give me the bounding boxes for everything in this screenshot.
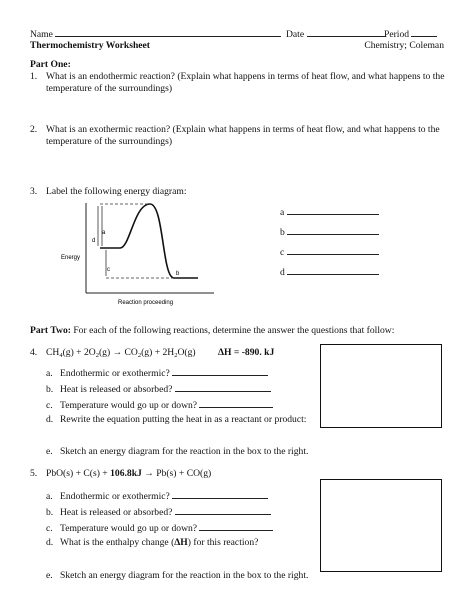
answer-a[interactable] (280, 205, 379, 218)
q5-item-c[interactable] (46, 521, 273, 534)
answer-c-label: c (280, 247, 285, 258)
q5-sketch-box[interactable] (320, 479, 442, 572)
question-4-equation (46, 347, 196, 358)
name-label: Name (30, 29, 53, 40)
q4-item-b[interactable] (46, 382, 271, 395)
q5-item-e (46, 570, 308, 581)
period-line (411, 27, 437, 37)
eq4-part: (g) → CO (98, 347, 138, 358)
eq4-sub: 4 (59, 352, 63, 359)
eq5-heat: 106.8kJ (110, 468, 142, 479)
item-text: Sketch an energy diagram for the reaction in the box to the right. (60, 570, 309, 581)
answer-line (172, 366, 268, 376)
item-letter: b. (46, 384, 54, 395)
period-field[interactable] (384, 27, 437, 40)
x-axis-label: Reaction proceeding (118, 300, 174, 306)
question-3-text: Label the following energy diagram: (46, 186, 187, 197)
q5-item-a[interactable] (46, 489, 268, 502)
item-text-bold: ΔH (174, 537, 188, 548)
worksheet-title: Thermochemistry Worksheet (30, 40, 150, 51)
item-text: ) for this reaction? (187, 537, 259, 548)
question-4-number: 4. (30, 347, 38, 358)
answer-a-line (287, 205, 379, 215)
date-field[interactable] (286, 27, 385, 40)
question-1-number: 1. (30, 71, 38, 82)
question-2-number: 2. (30, 124, 38, 135)
item-text: Heat is released or absorbed? (60, 384, 173, 395)
item-letter: a. (46, 491, 53, 502)
answer-c-line (287, 245, 379, 255)
item-letter: d. (46, 414, 54, 425)
answer-d[interactable] (280, 265, 379, 278)
answer-c[interactable] (280, 245, 379, 258)
eq5-part: → Pb(s) + CO(g) (141, 468, 212, 479)
question-5-equation (46, 468, 211, 479)
answer-d-label: d (280, 267, 285, 278)
eq4-part: (g) + 2H (141, 347, 175, 358)
q4-item-a[interactable] (46, 366, 268, 379)
item-text: Endothermic or exothermic? (60, 491, 170, 502)
q4-item-d (46, 414, 306, 425)
eq4-sub: 2 (137, 352, 142, 359)
answer-a-label: a (280, 207, 285, 218)
q4-item-c[interactable] (46, 398, 273, 411)
y-axis-label: Energy (61, 255, 81, 261)
question-2-text: What is an exothermic reaction? (Explain what happens in terms of heat flow, and what happens to the temperature of the surroundings) (46, 124, 440, 147)
item-text: Heat is released or absorbed? (60, 507, 173, 518)
part-two-instructions: For each of the following reactions, determine the answer the questions that follow: (70, 325, 395, 336)
q4-sketch-box[interactable] (320, 344, 442, 428)
date-label: Date (286, 29, 305, 40)
answer-line (175, 505, 271, 515)
item-letter: b. (46, 507, 54, 518)
part-one-heading: Part One: (30, 59, 71, 70)
item-text: Sketch an energy diagram for the reaction in the box to the right. (60, 446, 309, 457)
eq5-part: PbO(s) + C(s) + (46, 468, 111, 479)
eq4-part: O(g) (177, 347, 196, 358)
date-line (307, 27, 385, 37)
item-text: What is the enthalpy change ( (60, 537, 175, 548)
label-a: a (102, 230, 106, 236)
answer-b-line (287, 225, 379, 235)
eq4-sub: 2 (95, 352, 99, 359)
item-letter: c. (46, 400, 53, 411)
q5-item-d (46, 537, 258, 548)
answer-line (199, 398, 273, 408)
q5-item-b[interactable] (46, 505, 271, 518)
item-letter: c. (46, 523, 53, 534)
item-text: Temperature would go up or down? (60, 400, 198, 411)
item-text: Rewrite the equation putting the heat in as a reactant or product: (60, 414, 307, 425)
energy-diagram (58, 198, 218, 308)
answer-b-label: b (280, 227, 285, 238)
item-letter: e. (46, 446, 53, 457)
question-4-delta-h: ΔH = -890. kJ (218, 347, 275, 358)
answer-line (175, 382, 271, 392)
answer-b[interactable] (280, 225, 379, 238)
eq4-part: (g) + 2O (62, 347, 96, 358)
name-line (55, 27, 281, 37)
item-letter: e. (46, 570, 53, 581)
q4-item-e (46, 446, 308, 457)
item-letter: d. (46, 537, 54, 548)
question-5-number: 5. (30, 468, 38, 479)
eq4-part: CH (46, 347, 60, 358)
label-d: d (92, 238, 96, 244)
energy-curve (100, 204, 198, 278)
label-c: c (107, 267, 110, 273)
item-letter: a. (46, 368, 53, 379)
answer-line (172, 489, 268, 499)
answer-d-line (287, 265, 379, 275)
item-text: Temperature would go up or down? (60, 523, 198, 534)
eq4-sub: 2 (174, 352, 178, 359)
name-field[interactable] (30, 27, 281, 40)
period-label: Period (384, 29, 410, 40)
answer-line (199, 521, 273, 531)
part-two-heading: Part Two: (30, 325, 71, 336)
question-1-text: What is an endothermic reaction? (Explain what happens in terms of heat flow, and what happens to the temperature of the surroundings) (46, 71, 445, 94)
label-b: b (176, 271, 180, 277)
item-text: Endothermic or exothermic? (60, 368, 170, 379)
part-two-intro (30, 325, 394, 336)
question-3-number: 3. (30, 186, 38, 197)
course-name: Chemistry; Coleman (364, 40, 444, 51)
